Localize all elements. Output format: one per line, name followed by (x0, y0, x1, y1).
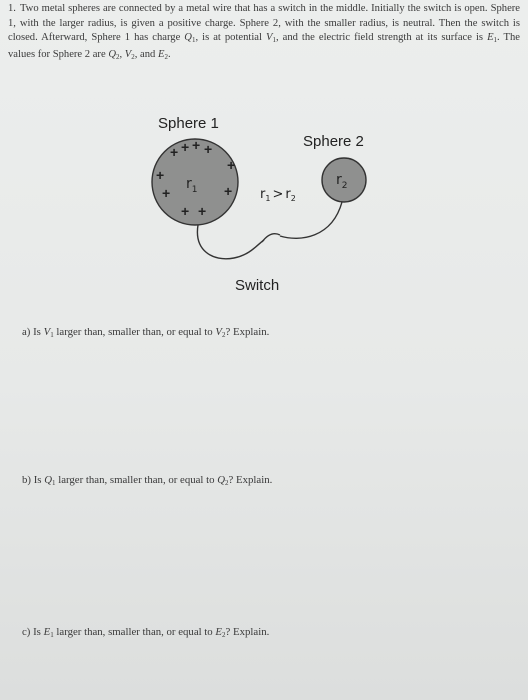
wire-right (280, 202, 342, 238)
plus-sign: + (162, 185, 171, 201)
plus-sign: + (204, 141, 213, 157)
plus-sign: + (227, 157, 236, 173)
sphere2-label: Sphere 2 (303, 133, 364, 150)
spheres-diagram (150, 110, 390, 300)
plus-sign: + (156, 167, 165, 183)
question-a: a) Is $V_1$ larger than, smaller than, or equal to $V_2$? Explain. (22, 326, 270, 339)
sphere2-circle (322, 158, 366, 202)
wire-left (197, 225, 264, 259)
problem-number: 1. (8, 3, 16, 14)
r2-label: $r_2$ (336, 172, 348, 191)
question-b: b) Is $Q_1$ larger than, smaller than, or equal to $Q_2$? Explain. (22, 474, 273, 487)
plus-sign: + (170, 144, 179, 160)
r1-label: $r_1$ (186, 176, 198, 195)
question-c: c) Is $E_1$ larger than, smaller than, or equal to $E_2$? Explain. (22, 626, 270, 639)
plus-sign: + (192, 137, 201, 153)
plus-sign: + (181, 139, 190, 155)
problem-statement: 1. Two metal spheres are connected by a metal wire that has a switch in the middle. Initially the switch is open. Sphere 1, with the larger radius, is given a positive charge. Sphere 2, with the smaller radius, is neutral. Then the switch is closed. Afterward, Sphere 1 has charge $Q_1$, is at potential $V_1$, and the electric field strength at its surface is $E_1$. The values for Sphere 2 are $Q_2$, $V_2$, and $E_2$. (8, 3, 520, 61)
spheres-diagram-svg (150, 110, 390, 300)
plus-sign: + (198, 203, 207, 219)
plus-sign: + (181, 203, 190, 219)
radius-relation: $r_1 > r_2$ (260, 187, 296, 203)
switch-label: Switch (235, 277, 280, 294)
plus-sign: + (224, 183, 233, 199)
switch-blade (262, 234, 280, 242)
sphere1-label: Sphere 1 (158, 115, 219, 132)
